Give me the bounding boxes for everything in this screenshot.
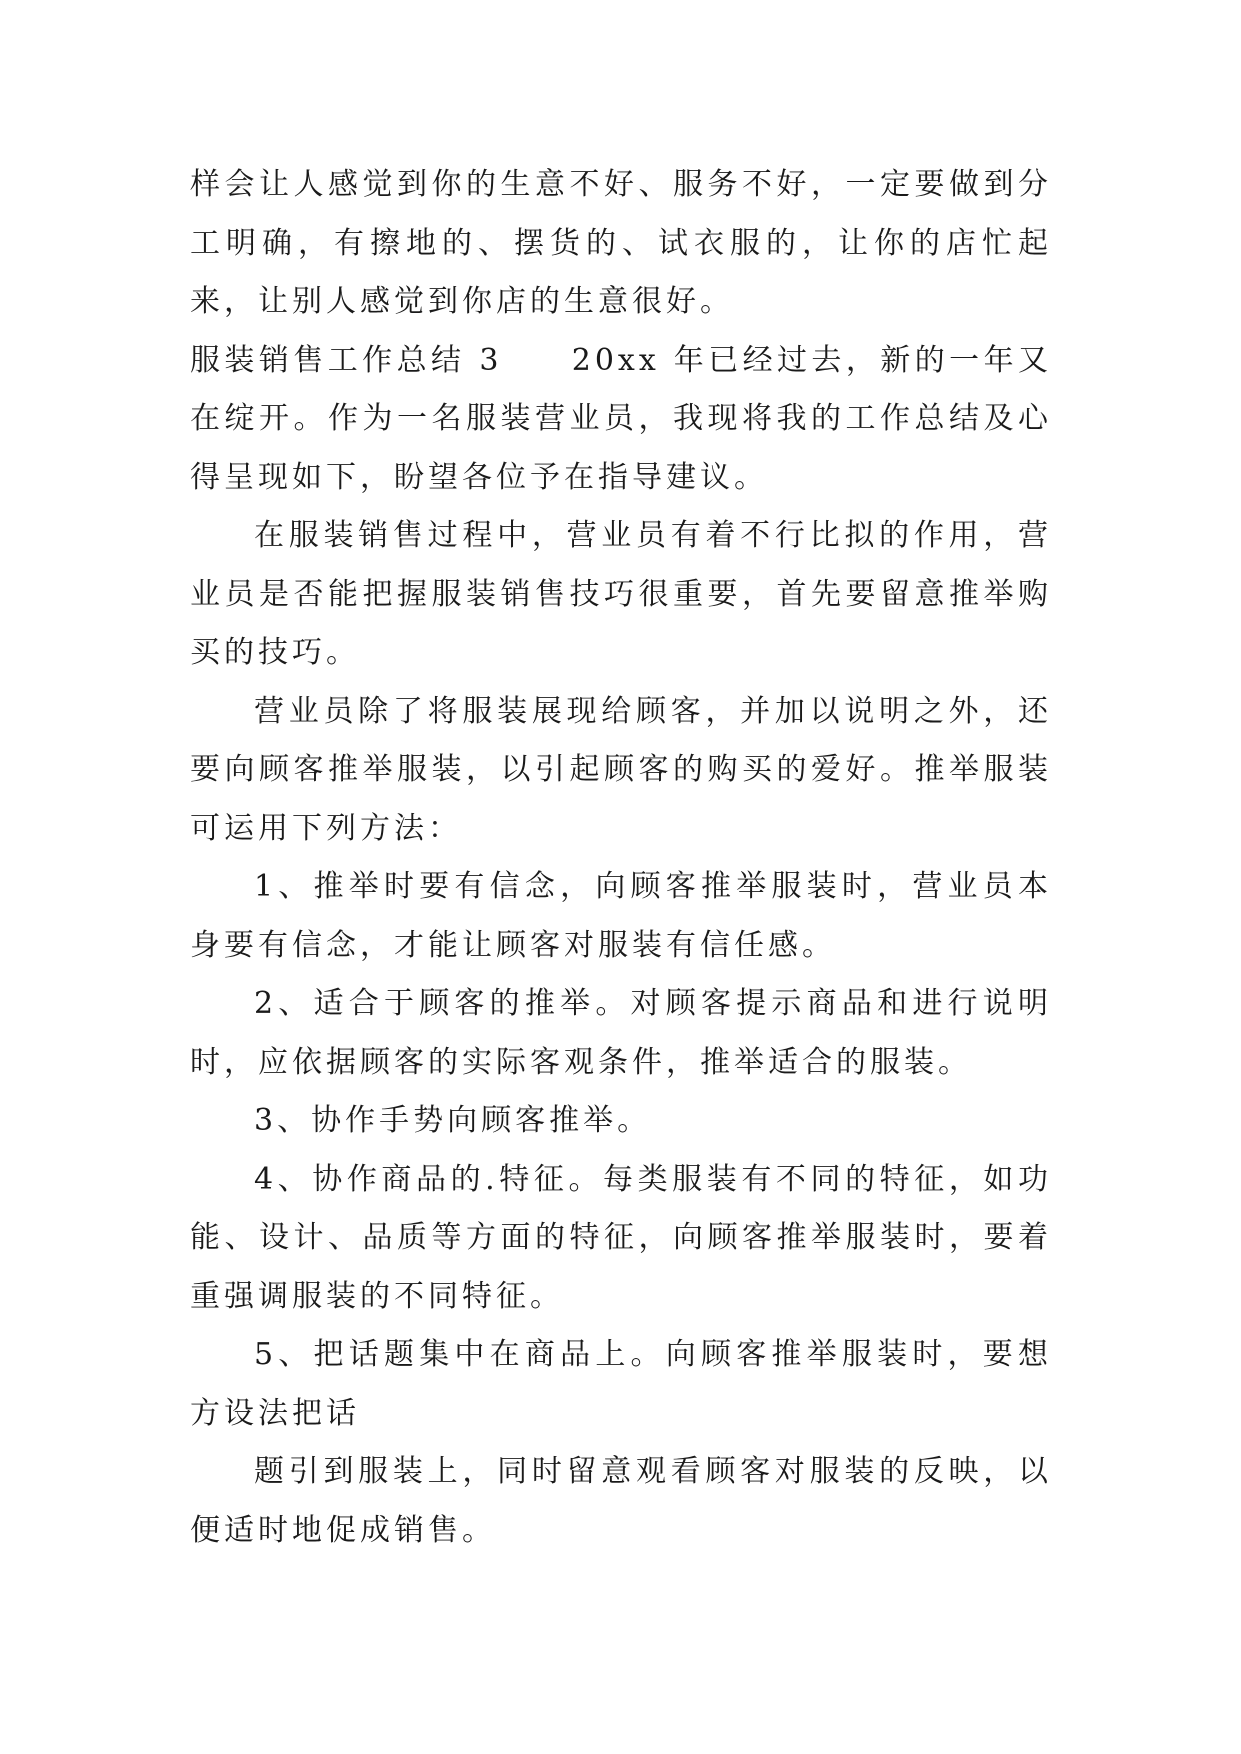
paragraph-sales-role: 在服装销售过程中，营业员有着不行比拟的作用，营业员是否能把握服装销售技巧很重要，首先要留意推举购买的技巧。 bbox=[190, 518, 1052, 670]
paragraph-continued-text: 样会让人感觉到你的生意不好、服务不好，一定要做到分工明确，有擦地的、摆货的、试衣服的，让你的店忙起来，让别人感觉到你店的生意很好。 bbox=[190, 167, 1052, 319]
list-item-1: 1、推举时要有信念，向顾客推举服装时，营业员本身要有信念，才能让顾客对服装有信任感。 bbox=[190, 869, 1052, 963]
list-item-5-continuation: 题引到服装上，同时留意观看顾客对服装的反映，以便适时地促成销售。 bbox=[190, 1454, 1052, 1548]
list-item-3: 3、协作手势向顾客推举。 bbox=[254, 1103, 652, 1138]
list-item-2: 2、适合于顾客的推举。对顾客提示商品和进行说明时，应依据顾客的实际客观条件，推举适合的服装。 bbox=[190, 986, 1052, 1080]
list-item-5: 5、把话题集中在商品上。向顾客推举服装时，要想方设法把话 bbox=[190, 1337, 1052, 1431]
paragraph-section-heading-intro: 服装销售工作总结 3 20xx 年已经过去，新的一年又在绽开。作为一名服装营业员，我现将我的工作总结及心得呈现如下，盼望各位予在指导建议。 bbox=[190, 342, 1052, 495]
document-body bbox=[190, 156, 1052, 1560]
paragraph-recommend-methods: 营业员除了将服装展现给顾客，并加以说明之外，还要向顾客推举服装，以引起顾客的购买的爱好。推举服装可运用下列方法： bbox=[190, 693, 1052, 846]
list-item-4: 4、协作商品的.特征。每类服装有不同的特征，如功能、设计、品质等方面的特征，向顾客推举服装时，要着重强调服装的不同特征。 bbox=[190, 1161, 1052, 1314]
